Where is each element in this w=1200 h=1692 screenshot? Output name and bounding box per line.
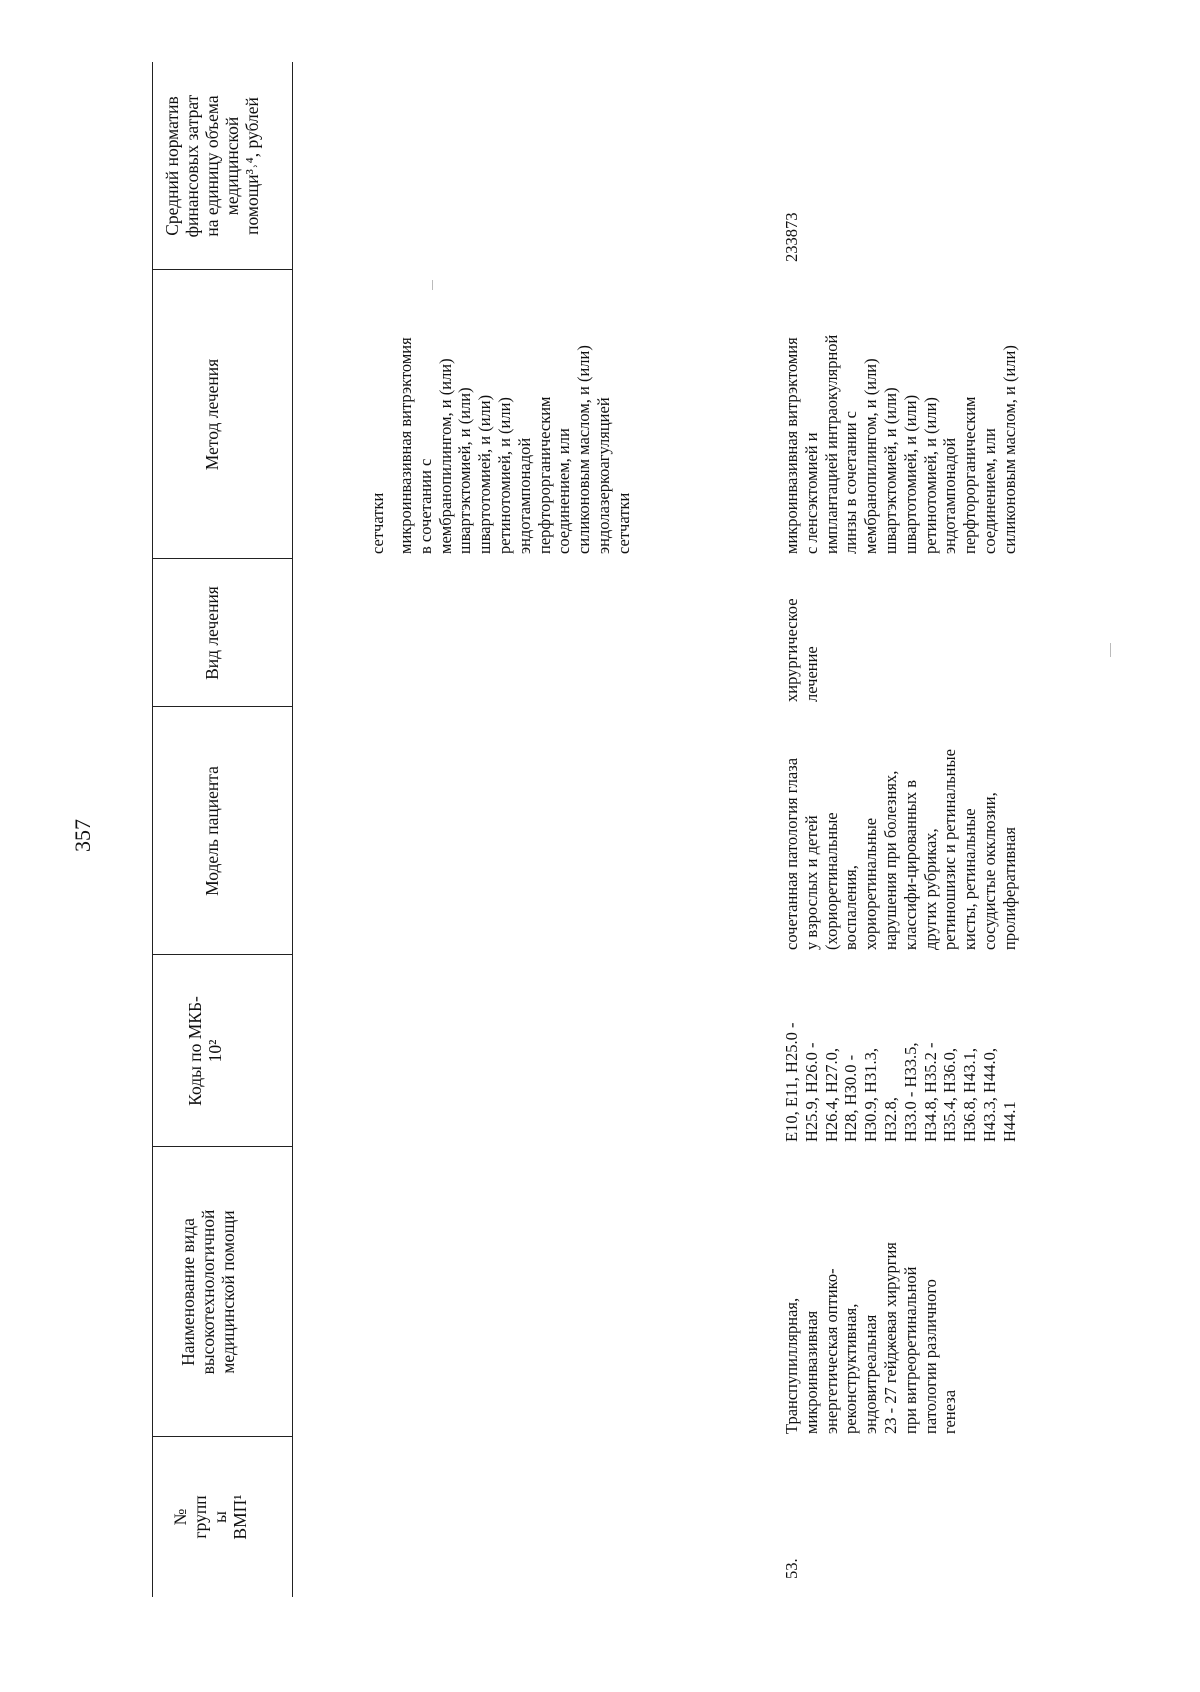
method-line: швартэктомией, и (или) <box>455 387 475 554</box>
model-line: нарушения при болезнях, <box>880 770 900 950</box>
header-patient-model <box>202 712 222 950</box>
code-line: H25.9, H26.0 - <box>801 1042 821 1142</box>
col-divider <box>152 954 292 955</box>
name-line: реконструктивная, <box>841 1303 861 1434</box>
model-line: у взрослых и детей <box>801 815 821 950</box>
method-line: перфторорганическим <box>960 396 980 554</box>
code-line: H34.8, H35.2 - <box>920 1042 940 1142</box>
method-line: в сочетании с <box>415 458 435 554</box>
header-cost-norm <box>162 66 262 266</box>
code-line: H26.4, H27.0, <box>821 1048 841 1142</box>
name-line: Транспупиллярная, <box>782 1297 801 1434</box>
model-line: хориоретинальные <box>861 817 881 950</box>
header-line: на единицу объема <box>202 95 222 237</box>
code-line: H35.4, H36.0, <box>940 1048 960 1142</box>
type-line: хирургическое <box>782 598 801 702</box>
header-line: помощи³˒⁴, рублей <box>242 97 262 235</box>
method-line: соединением, или <box>979 428 999 554</box>
name-line: микроинвазивная <box>801 1310 821 1434</box>
model-line: кисты, ретинальные <box>960 808 980 950</box>
col-divider <box>152 269 292 270</box>
code-line: H36.8, H43.1, <box>960 1048 980 1142</box>
model-line: других рубриках, <box>920 828 940 950</box>
code-line: H44.1 <box>999 1101 1019 1142</box>
method-line: соединением, или <box>554 428 574 554</box>
row-53-number: 53. <box>782 1558 801 1579</box>
header-treatment-type <box>202 564 222 702</box>
method-line: ретинотомией, и (или) <box>494 397 514 554</box>
header-line: медицинской помощи <box>218 1210 238 1374</box>
continuation-method-end: сетчатки <box>368 492 387 554</box>
method-line: сетчатки <box>613 492 633 554</box>
model-line: пролиферативная <box>999 827 1019 950</box>
header-line: групп <box>190 1495 210 1539</box>
name-line: при витреоретинальной <box>900 1266 920 1434</box>
method-line: швартотомией, и (или) <box>900 394 920 554</box>
header-icd-codes <box>185 960 225 1142</box>
method-line: эндотампонадой <box>940 437 960 554</box>
model-line: (хориоретинальные <box>821 812 841 950</box>
method-line: с ленсэктомией и <box>801 432 821 554</box>
model-line: классифи-цированных в <box>900 779 920 950</box>
header-line: Модель пациента <box>202 766 222 896</box>
header-line: ы <box>210 1511 230 1523</box>
scan-mark <box>1110 643 1111 657</box>
name-line: генеза <box>940 1389 960 1434</box>
row-53-cost: 233873 <box>782 212 801 262</box>
col-divider <box>152 1436 292 1437</box>
header-line: медицинской <box>222 116 242 216</box>
header-line: высокотехнологичной <box>198 1209 218 1375</box>
header-line: Средний норматив <box>162 96 182 236</box>
name-line: патологии различного <box>920 1279 940 1434</box>
method-line: швартэктомией, и (или) <box>880 387 900 554</box>
method-line: мембранопилингом, и (или) <box>435 358 455 554</box>
col-divider <box>152 558 292 559</box>
col-divider <box>152 1146 292 1147</box>
header-group-no <box>170 1442 250 1592</box>
method-line: силиконовым маслом, и (или) <box>574 345 594 554</box>
code-line: H33.0 - H33.5, <box>900 1042 920 1142</box>
row-53-patient-model <box>782 749 1020 950</box>
method-line: микроинвазивная витрэктомия <box>782 337 801 554</box>
header-line: финансовых затрат <box>182 94 202 238</box>
code-line: H43.3, H44.0, <box>979 1048 999 1142</box>
header-line: Наименование вида <box>178 1218 198 1366</box>
header-line: № <box>170 1508 190 1526</box>
code-line: H30.9, H31.3, <box>861 1048 881 1142</box>
scan-mark <box>432 280 433 290</box>
code-line: H28, H30.0 - <box>841 1054 861 1142</box>
method-line: имплантацией интраокулярной <box>821 334 841 554</box>
header-line: ВМП¹ <box>230 1494 250 1540</box>
model-line: сочетанная патология глаза <box>782 757 801 950</box>
method-line: эндотампонадой <box>514 437 534 554</box>
row-53-treatment-method <box>782 335 1020 554</box>
model-line: сосудистые окклюзии, <box>979 792 999 950</box>
header-treatment-method <box>202 275 222 554</box>
name-line: энергетическая оптико- <box>821 1268 841 1434</box>
name-line: 23 - 27 гейджевая хирургия <box>880 1242 900 1434</box>
table-header-bottom-rule <box>292 62 293 1597</box>
method-line: силиконовым маслом, и (или) <box>999 345 1019 554</box>
header-line: Метод лечения <box>202 358 222 471</box>
type-line: лечение <box>801 646 821 702</box>
method-line: ретинотомией, и (или) <box>920 397 940 554</box>
table-top-rule <box>152 62 153 1597</box>
method-line: швартотомией, и (или) <box>475 394 495 554</box>
page-number: 357 <box>70 819 95 852</box>
model-line: ретиношизис и ретинальные <box>940 749 960 950</box>
method-line: линзы в сочетании с <box>841 411 861 554</box>
code-line: H32.8, <box>880 1097 900 1142</box>
method-line: эндолазеркоагуляцией <box>593 397 613 554</box>
row-53-treatment-type <box>782 598 822 702</box>
model-line: воспаления, <box>841 865 861 950</box>
header-line: Коды по МКБ- <box>185 996 205 1106</box>
name-line: эндовитреальная <box>861 1314 881 1434</box>
method-line: мембранопилингом, и (или) <box>861 358 881 554</box>
header-vmp-name <box>178 1152 238 1432</box>
row-53-icd-codes <box>782 1023 1020 1142</box>
method-line: микроинвазивная витрэктомия <box>396 337 415 554</box>
row-53-name <box>782 1242 960 1434</box>
continuation-method-block <box>396 337 634 554</box>
col-divider <box>152 706 292 707</box>
method-line: перфторорганическим <box>534 396 554 554</box>
header-line: Вид лечения <box>202 586 222 680</box>
header-line: 10² <box>205 1039 225 1063</box>
code-line: E10, E11, H25.0 - <box>782 1022 801 1142</box>
